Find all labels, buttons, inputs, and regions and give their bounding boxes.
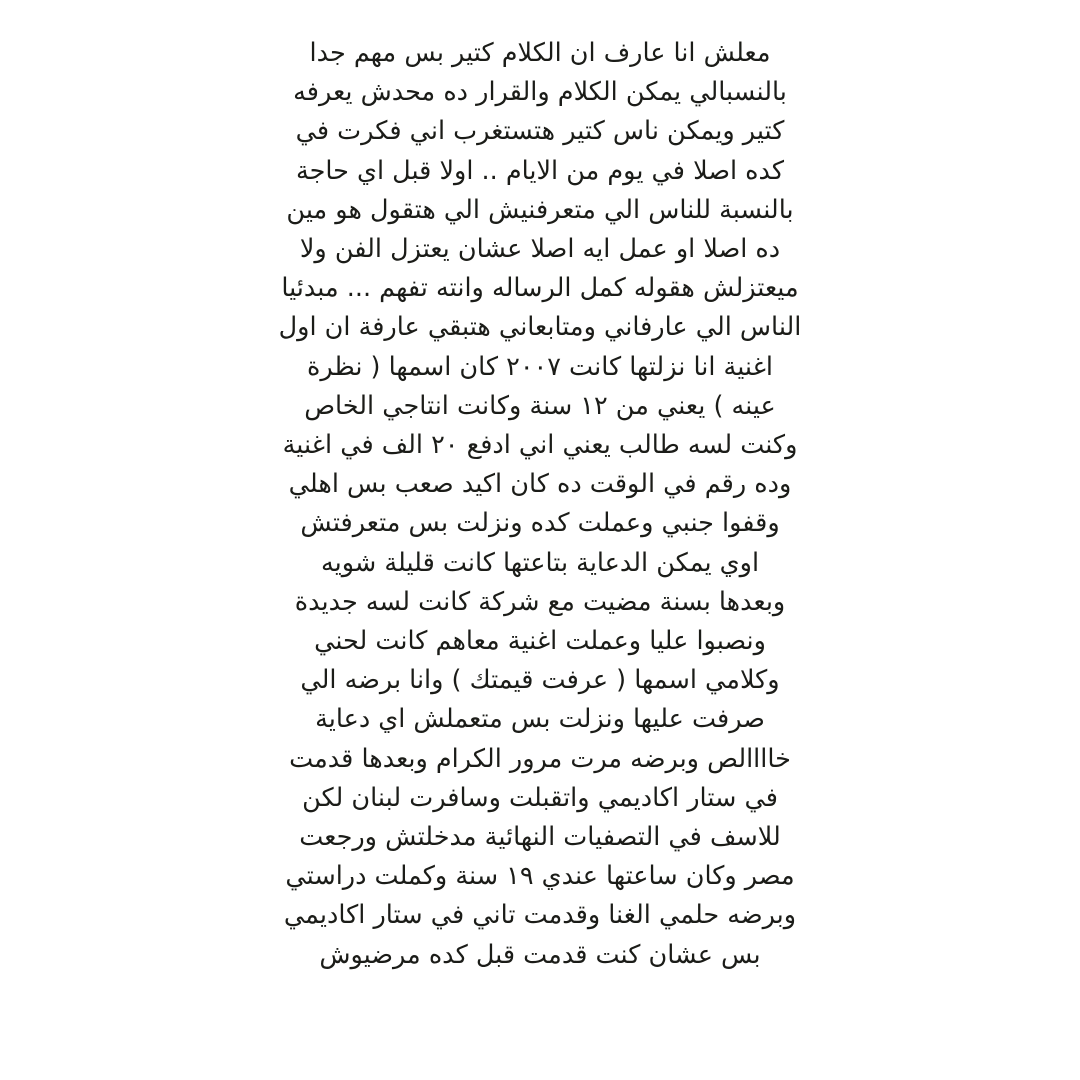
text-line: وبرضه حلمي الغنا وقدمت تاني في ستار اكاديمي <box>283 900 797 931</box>
text-line: للاسف في التصفيات النهائية مدخلتش ورجعت <box>299 822 781 853</box>
text-line: ميعتزلش هقوله كمل الرساله وانته تفهم ... مبدئيا <box>281 273 799 304</box>
text-line: وده رقم في الوقت ده كان اكيد صعب بس اهلي <box>288 469 792 500</box>
text-line: بالنسبة للناس الي متعرفنيش الي هتقول هو مين <box>286 194 794 225</box>
text-line: الناس الي عارفاني ومتابعاني هتبقي عارفة ان اول <box>278 312 802 343</box>
text-line: وبعدها بسنة مضيت مع شركة كانت لسه جديدة <box>294 586 786 617</box>
text-line: بالنسبالي يمكن الكلام والقرار ده محدش يعرفه <box>293 77 787 108</box>
text-line: ونصبوا عليا وعملت اغنية معاهم كانت لحني <box>314 626 766 657</box>
text-line: اغنية انا نزلتها كانت ٢٠٠٧ كان اسمها ( نظرة <box>306 351 774 382</box>
text-line: وكنت لسه طالب يعني اني ادفع ٢٠ الف في اغنية <box>282 430 798 461</box>
text-line: كتير ويمكن ناس كتير هتستغرب اني فكرت في <box>295 116 785 147</box>
text-line: ده اصلا او عمل ايه اصلا عشان يعتزل الفن ولا <box>299 234 781 265</box>
text-line: خاااالص وبرضه مرت مرور الكرام وبعدها قدمت <box>289 743 791 774</box>
text-line: عينه ) يعني من ١٢ سنة وكانت انتاجي الخاص <box>304 390 776 421</box>
text-line: بس عشان كنت قدمت قبل كده مرضيوش <box>319 939 761 970</box>
text-line: وقفوا جنبي وعملت كده ونزلت بس متعرفتش <box>300 508 780 539</box>
text-line: كده اصلا في يوم من الايام .. اولا قبل اي حاجة <box>295 155 785 186</box>
text-line: اوي يمكن الدعاية بتاعتها كانت قليلة شويه <box>320 547 760 578</box>
text-line: وكلامي اسمها ( عرفت قيمتك ) وانا برضه الي <box>300 665 780 696</box>
text-line: صرفت عليها ونزلت بس متعملش اي دعاية <box>315 704 765 735</box>
text-line: في ستار اكاديمي واتقبلت وسافرت لبنان لكن <box>302 782 778 813</box>
arabic-text-body <box>240 34 840 975</box>
text-line: معلش انا عارف ان الكلام كتير بس مهم جدا <box>309 38 771 68</box>
text-line: مصر وكان ساعتها عندي ١٩ سنة وكملت دراستي <box>285 861 795 892</box>
